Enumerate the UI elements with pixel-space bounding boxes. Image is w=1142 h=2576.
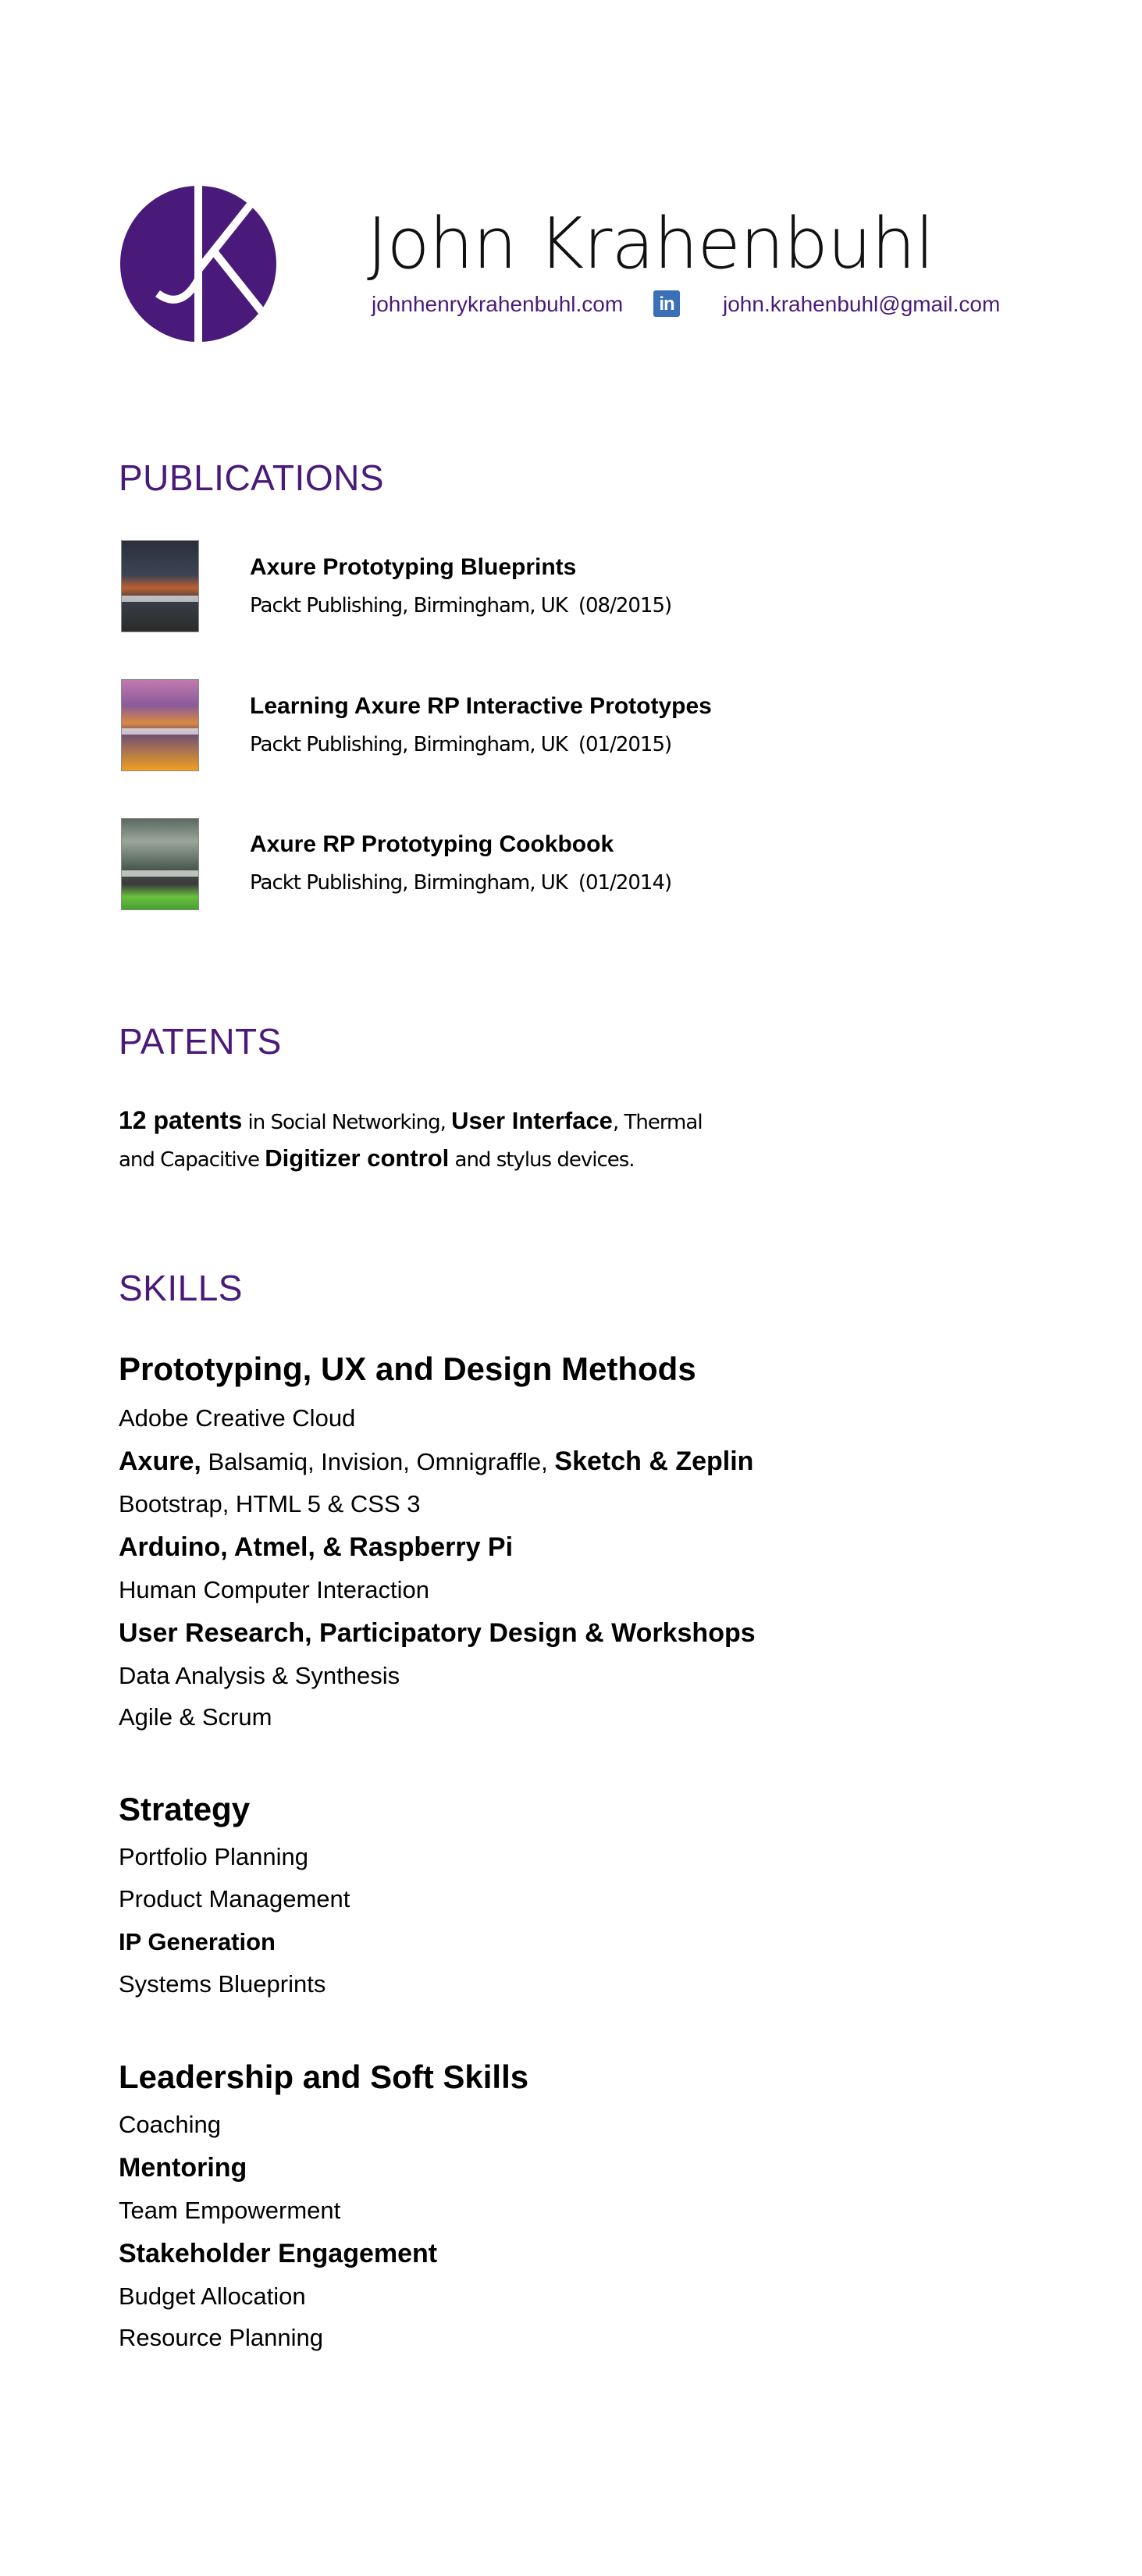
book-cover-image [121, 679, 199, 771]
jk-monogram-logo [120, 186, 276, 342]
publication-date: (01/2014) [578, 871, 672, 895]
book-cover-image [121, 818, 199, 910]
skill-group-title: Strategy [119, 1791, 251, 1827]
skill-item: Agile & Scrum [119, 1703, 272, 1731]
publication-publisher: Packt Publishing, Birmingham, UK [250, 871, 567, 895]
skill-item: Resource Planning [119, 2324, 323, 2351]
skill-item: Team Empowerment [119, 2197, 341, 2224]
patents-text: in Social Networking, [242, 1111, 452, 1134]
publication-meta [250, 869, 671, 897]
book-cover-image [121, 540, 199, 632]
email-link[interactable]: john.krahenbuhl@gmail.com [723, 292, 1001, 316]
linkedin-icon[interactable]: in [653, 290, 680, 317]
skill-item: Portfolio Planning [119, 1843, 308, 1870]
skill-item: User Research, Participatory Design & Workshops [119, 1618, 756, 1648]
skill-item: Arduino, Atmel, & Raspberry Pi [119, 1532, 514, 1562]
publication-publisher: Packt Publishing, Birmingham, UK [250, 594, 567, 617]
publication-title: Axure Prototyping Blueprints [250, 554, 577, 580]
skill-item: Systems Blueprints [119, 1970, 326, 1998]
publications-heading: PUBLICATIONS [119, 457, 384, 498]
publication-meta [250, 592, 671, 620]
skill-item: Adobe Creative Cloud [119, 1404, 356, 1432]
skill-item: Coaching [119, 2111, 221, 2138]
skill-item: Data Analysis & Synthesis [119, 1662, 400, 1689]
patents-highlight: User Interface [451, 1107, 613, 1134]
patents-summary [119, 1102, 728, 1178]
skill-item: Stakeholder Engagement [119, 2239, 438, 2268]
publication-title: Axure RP Prototyping Cookbook [250, 831, 614, 857]
skill-item: Budget Allocation [119, 2282, 306, 2310]
skill-group-title: Prototyping, UX and Design Methods [119, 1350, 696, 1387]
skill-item: Product Management [119, 1885, 350, 1912]
skill-item [119, 1444, 753, 1479]
patents-text: and stylus devices. [449, 1148, 635, 1172]
patents-heading: PATENTS [119, 1021, 282, 1062]
skill-item: IP Generation [119, 1928, 276, 1955]
publication-publisher: Packt Publishing, Birmingham, UK [250, 733, 567, 756]
publication-meta [250, 731, 671, 759]
publication-date: (01/2015) [578, 733, 672, 756]
skill-group-title: Leadership and Soft Skills [119, 2058, 529, 2095]
patents-count: 12 patents [119, 1106, 243, 1134]
skill-item: Human Computer Interaction [119, 1576, 430, 1603]
website-link[interactable]: johnhenrykrahenbuhl.com [372, 292, 624, 316]
skill-item: Bootstrap, HTML 5 & CSS 3 [119, 1490, 421, 1517]
person-name: John Krahenbuhl [367, 203, 934, 285]
skill-text: Balsamiq, Invision, Omnigraffle, [201, 1448, 555, 1475]
publication-date: (08/2015) [578, 594, 672, 617]
patents-text: , Thermal and Capacitive [119, 1111, 703, 1172]
skills-heading: SKILLS [119, 1268, 243, 1308]
publication-title: Learning Axure RP Interactive Prototypes [250, 693, 712, 719]
skill-highlight: Axure, [119, 1446, 201, 1476]
skill-item: Mentoring [119, 2153, 247, 2183]
patents-highlight: Digitizer control [265, 1144, 450, 1172]
skill-highlight: Sketch & Zeplin [554, 1446, 754, 1476]
